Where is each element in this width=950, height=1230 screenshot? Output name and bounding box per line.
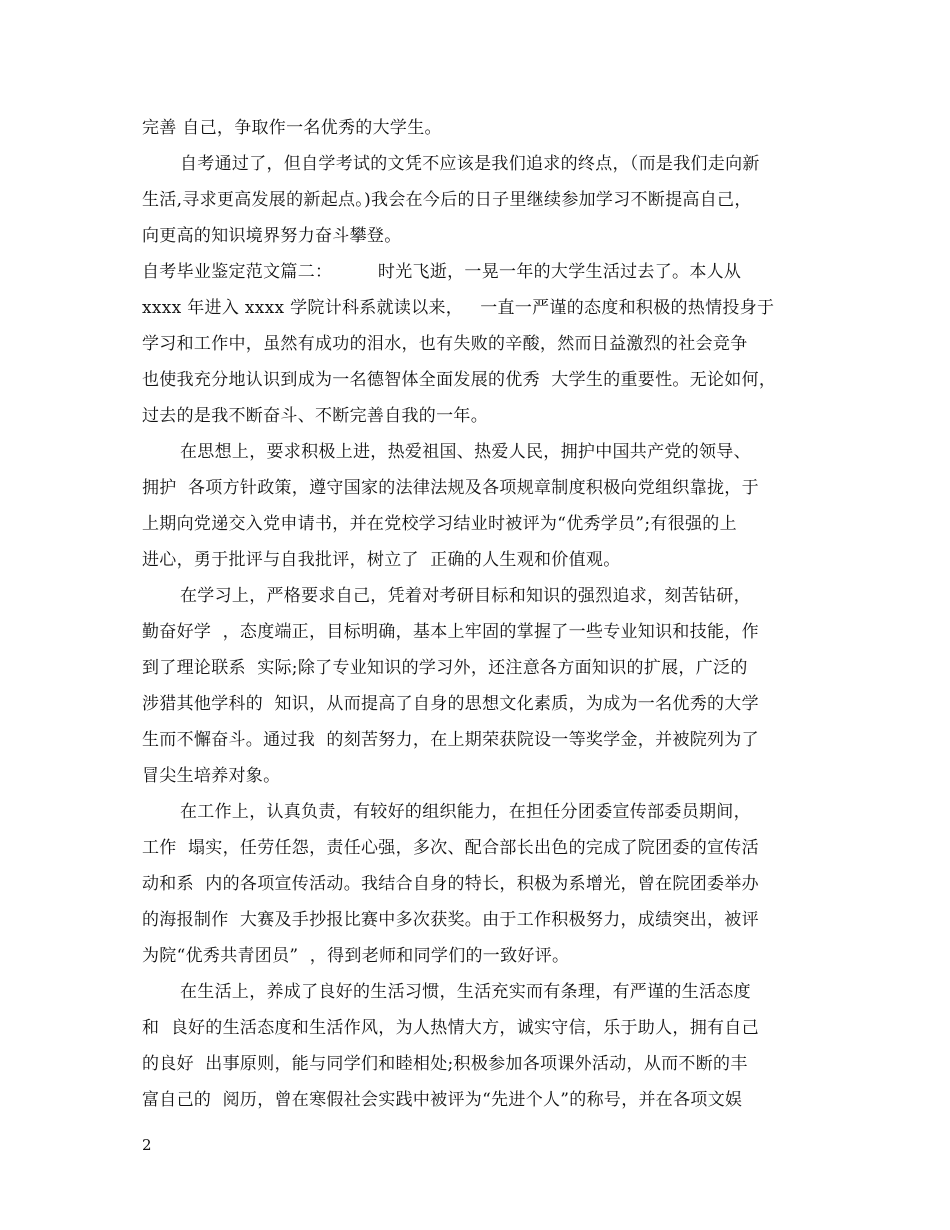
text-line: 冒尖生培养对象。 [142,766,281,786]
text-line: 在工作上，认真负责，有较好的组织能力，在担任分团委宣传部委员期间， [180,802,751,822]
text-line: 也使我充分地认识到成为一名德智体全面发展的优秀 大学生的重要性。无论如何， [142,370,777,390]
text-line: 过去的是我不断奋斗、不断完善自我的一年。 [142,406,488,426]
text-line: 勤奋好学 ，态度端正，目标明确，基本上牢固的掌握了一些专业知识和技能，作 [142,622,759,642]
text-line: 富自己的 阅历，曾在寒假社会实践中被评为“先进个人”的称号，并在各项文娱 [142,1090,743,1110]
text-line: xxxx 年进入 xxxx 学院计科系就读以来， 一直一严谨的态度和积极的热情投身于 [142,298,775,318]
text-line: 向更高的知识境界努力奋斗攀登。 [142,226,402,246]
text-line: 上期向党递交入党申请书，并在党校学习结业时被评为“优秀学员”;有很强的上 [142,514,737,534]
section-heading-line: 自考毕业鉴定范文篇二： 时光飞逝，一晃一年的大学生活过去了。本人从 [142,262,742,282]
text-line: 的良好 出事原则，能与同学们和睦相处;积极参加各项课外活动，从而不断的丰 [142,1054,748,1074]
text-line: 进心，勇于批评与自我批评，树立了 正确的人生观和价值观。 [142,550,621,570]
page-number: 2 [142,1136,152,1154]
text-line: 学习和工作中，虽然有成功的泪水，也有失败的辛酸，然而日益激烈的社会竞争 [142,334,748,354]
text-line: 在学习上，严格要求自己，凭着对考研目标和知识的强烈追求，刻苦钻研， [180,586,751,606]
text-line: 完善 自己，争取作一名优秀的大学生。 [142,118,442,138]
text-line: 自考通过了，但自学考试的文凭不应该是我们追求的终点，（而是我们走向新 [180,154,760,174]
text-line: 的海报制作 大赛及手抄报比赛中多次获奖。由于工作积极努力，成绩突出，被评 [142,910,759,930]
text-line: 在生活上，养成了良好的生活习惯，生活充实而有条理，有严谨的生活态度 [180,982,751,1002]
text-line: 工作 塌实，任劳任怨，责任心强，多次、配合部长出色的完成了院团委的宣传活 [142,838,759,858]
text-line: 拥护 各项方针政策，遵守国家的法律法规及各项规章制度积极向党组织靠拢，于 [142,478,759,498]
text-line: 为院“优秀共青团员” ，得到老师和同学们的一致好评。 [142,946,570,966]
text-line: 到了理论联系 实际;除了专业知识的学习外，还注意各方面知识的扩展，广泛的 [142,658,748,678]
text-line: 涉猎其他学科的 知识，从而提高了自身的思想文化素质，为成为一名优秀的大学 [142,694,759,714]
text-line: 和 良好的生活态度和生活作风，为人热情大方，诚实守信，乐于助人，拥有自己 [142,1018,759,1038]
text-line: 生而不懈奋斗。通过我 的刻苦努力，在上期荣获院设一等奖学金，并被院列为了 [142,730,759,750]
text-line: 动和系 内的各项宣传活动。我结合自身的特长，积极为系增光，曾在院团委举办 [142,874,759,894]
text-line: 在思想上，要求积极上进，热爱祖国、热爱人民，拥护中国共产党的领导、 [180,442,751,462]
text-line: 生活,寻求更高发展的新起点。)我会在今后的日子里继续参加学习不断提高自己， [142,190,752,210]
